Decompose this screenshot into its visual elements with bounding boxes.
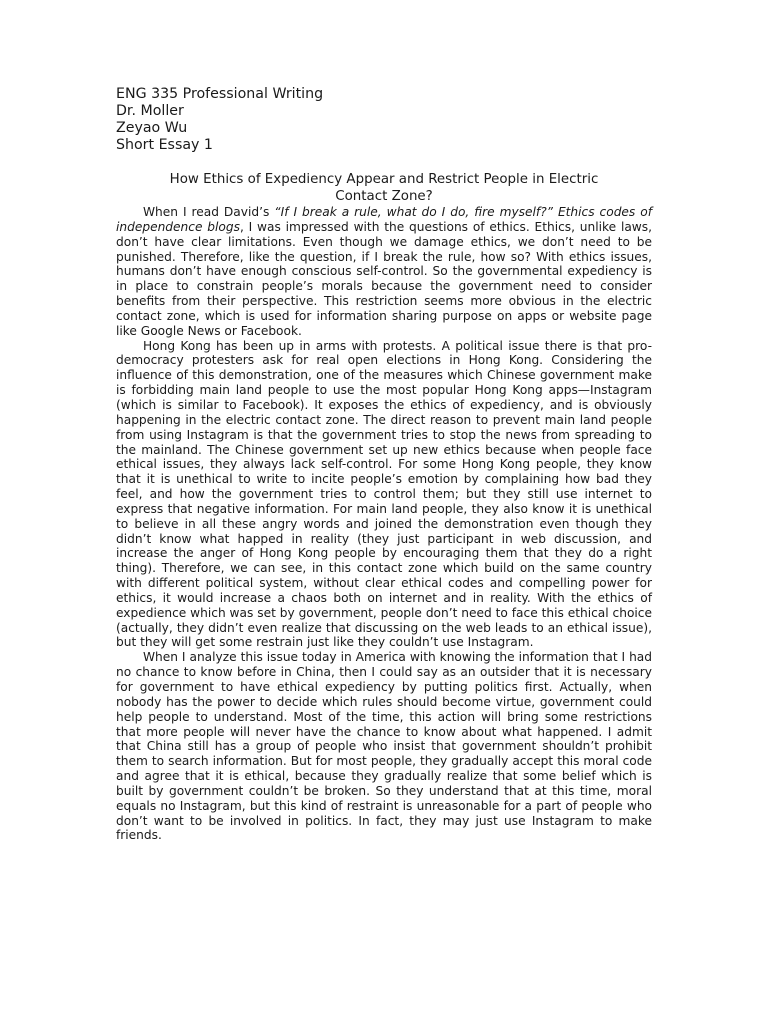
document-page (116, 86, 652, 843)
essay-title-line-2: Contact Zone? (335, 189, 433, 204)
instructor-name: Dr. Moller (116, 103, 184, 119)
paragraph-2: Hong Kong has been up in arms with protests. A political issue there is that pro-democracy protesters ask for real open elections in Hong Kong. Considering the influence of this demonstration, one of the measures which Chinese government make is forbidding main land people to use the most popular Hong Kong apps—Instagram (which is similar to Facebook). It exposes the ethics of expediency, and is obviously happening in the electric contact zone. The direct reason to prevent main land people from using Instagram is that the government tries to stop the news from spreading to the mainland. The Chinese government set up new ethics because when people face ethical issues, they always lack self-control. For some Hong Kong people, they know that it is unethical to write to incite people’s emotion by complaining how bad they feel, and how the government tries to control them; but they still use internet to express that negative information. For main land people, they also know it is unethical to believe in all these angry words and joined the demonstration even though they didn’t know what happed in reality (they just participant in web discussion, and increase the anger of Hong Kong people by encouraging them that they do a right thing). Therefore, we can see, in this contact zone which build on the same country with different political system, without clear ethical codes and compelling power for ethics, it would increase a chaos both on internet and in reality. With the ethics of expedience which was set by government, people don’t need to face this ethical choice (actually, they didn’t even realize that discussing on the web leads to an ethical issue), but they will get some restrain just like they couldn’t use Instagram. (116, 338, 652, 650)
paragraph-1-rest: , I was impressed with the questions of ethics. Ethics, unlike laws, don’t have clear limitations. Even though we damage ethics, we don’t need to be punished. Therefore, like the question, if I break the rule, how so? With ethics issues, humans don’t have enough conscious self-control. So the governmental expediency is in place to constrain people’s morals because the government need to consider benefits from their perspective. This restriction seems more obvious in the electric contact zone, which is used for information sharing purpose on apps or website page like Google News or Facebook. (116, 219, 652, 338)
paragraph-1-intro: When I read David’s (143, 205, 275, 219)
paragraph-1-citation: “If I break a rule, what do I do, fire myself?” Ethics codes of independence blogs (116, 205, 652, 234)
paragraph-1 (116, 205, 652, 339)
essay-title-line-1: How Ethics of Expediency Appear and Restrict People in Electric (169, 172, 599, 187)
paragraph-3: When I analyze this issue today in America with knowing the information that I had no chance to know before in China, then I could say as an outsider that it is necessary for government to have ethical expediency by putting politics first. Actually, when nobody has the power to decide which rules should become virtue, government could help people to understand. Most of the time, this action will bring some restrictions that more people will never have the chance to know about what happened. I admit that China still has a group of people who insist that government shouldn’t prohibit them to search information. But for most people, they gradually accept this moral code and agree that it is ethical, because they gradually realize that some belief which is built by government couldn’t be broken. So they understand that at this time, moral equals no Instagram, but this kind of restraint is unreasonable for a part of people who don’t want to be involved in politics. In fact, they may just use Instagram to make friends. (116, 650, 652, 843)
essay-title (116, 171, 652, 205)
course-name: ENG 335 Professional Writing (116, 86, 324, 102)
author-name: Zeyao Wu (116, 120, 188, 136)
document-header (116, 86, 652, 154)
assignment-name: Short Essay 1 (116, 137, 213, 153)
essay-body (116, 205, 652, 843)
